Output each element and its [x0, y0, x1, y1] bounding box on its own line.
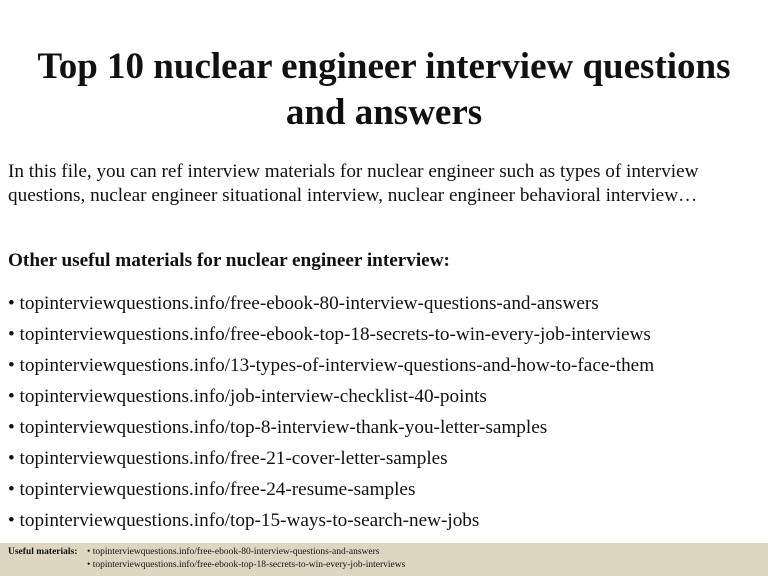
material-link-8[interactable]: • topinterviewquestions.info/top-15-ways-to-search-new-jobs	[8, 510, 480, 531]
material-link-2[interactable]: • topinterviewquestions.info/free-ebook-top-18-secrets-to-win-every-job-interviews	[8, 324, 651, 345]
material-link-1[interactable]: • topinterviewquestions.info/free-ebook-80-interview-questions-and-answers	[8, 293, 599, 314]
footer-bar	[0, 543, 768, 576]
material-link-6[interactable]: • topinterviewquestions.info/free-21-cover-letter-samples	[8, 448, 448, 469]
title-line-2: and answers	[285, 92, 483, 133]
title-line-1: Top 10 nuclear engineer interview questions	[37, 46, 731, 87]
footer-label-text: Useful materials	[8, 547, 75, 557]
materials-link-list	[8, 288, 764, 536]
footer-label-colon: :	[74, 547, 78, 557]
material-link-7[interactable]: • topinterviewquestions.info/free-24-resume-samples	[8, 479, 416, 500]
footer-label	[8, 547, 77, 558]
materials-heading: Other useful materials for nuclear engineer interview:	[8, 250, 450, 271]
material-link-3[interactable]: • topinterviewquestions.info/13-types-of-interview-questions-and-how-to-face-them	[8, 355, 655, 376]
intro-paragraph: In this file, you can ref interview materials for nuclear engineer such as types of interview questions, nuclear engineer situational interview, nuclear engineer behavioral interview…	[8, 161, 699, 206]
material-link-5[interactable]: • topinterviewquestions.info/top-8-interview-thank-you-letter-samples	[8, 417, 548, 438]
footer-link-1[interactable]: • topinterviewquestions.info/free-ebook-80-interview-questions-and-answers	[87, 547, 380, 557]
material-link-4[interactable]: • topinterviewquestions.info/job-interview-checklist-40-points	[8, 386, 487, 407]
page-title	[0, 44, 768, 136]
footer-link-2[interactable]: • topinterviewquestions.info/free-ebook-top-18-secrets-to-win-every-job-interviews	[87, 560, 406, 570]
